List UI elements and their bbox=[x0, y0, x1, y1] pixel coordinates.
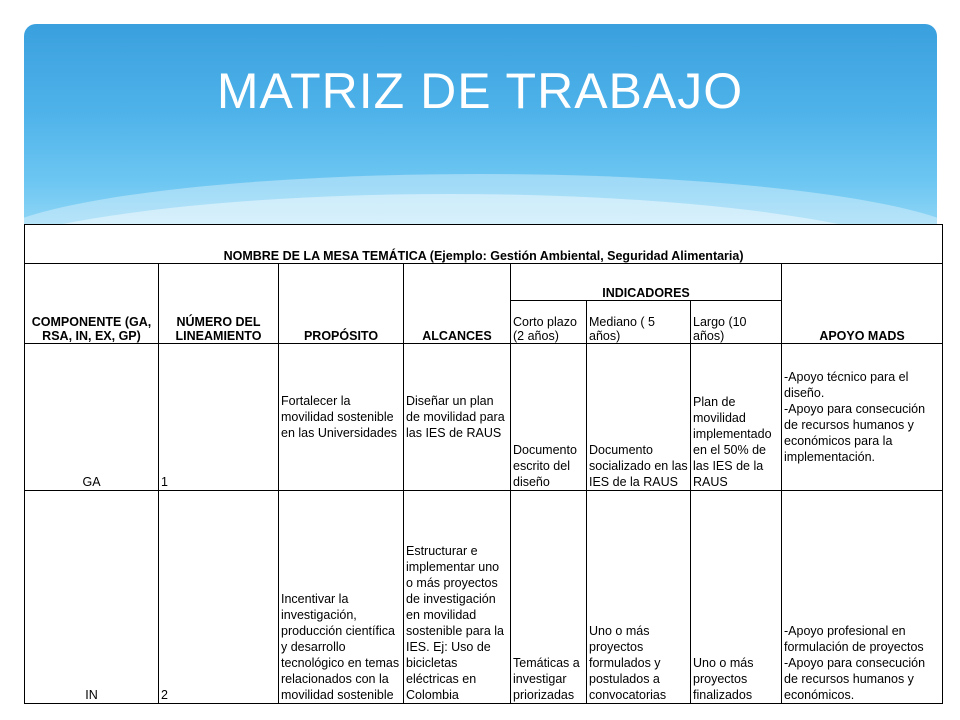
header-corto-plazo: Corto plazo (2 años) bbox=[511, 301, 587, 344]
header-indicadores: INDICADORES bbox=[511, 264, 782, 301]
cell-proposito: Fortalecer la movilidad sostenible en las Universidades bbox=[279, 344, 404, 491]
cell-alcances: Diseñar un plan de movilidad para las IES de RAUS bbox=[404, 344, 511, 491]
header-alcances: ALCANCES bbox=[404, 264, 511, 344]
header-numero: NÚMERO DEL LINEAMIENTO bbox=[159, 264, 279, 344]
cell-largo: Plan de movilidad implementado en el 50% de las IES de la RAUS bbox=[691, 344, 782, 491]
header-row bbox=[25, 264, 943, 301]
cell-largo: Uno o más proyectos finalizados bbox=[691, 491, 782, 704]
cell-componente: IN bbox=[25, 491, 159, 704]
title-banner bbox=[24, 24, 937, 224]
work-matrix-table bbox=[24, 224, 943, 704]
table-row bbox=[25, 344, 943, 491]
header-componente: COMPONENTE (GA, RSA, IN, EX, GP) bbox=[25, 264, 159, 344]
header-mediano-plazo: Mediano ( 5 años) bbox=[587, 301, 691, 344]
cell-mediano: Documento socializado en las IES de la RAUS bbox=[587, 344, 691, 491]
header-largo-plazo: Largo (10 años) bbox=[691, 301, 782, 344]
header-apoyo: APOYO MADS bbox=[782, 264, 943, 344]
cell-numero: 1 bbox=[159, 344, 279, 491]
cell-proposito: Incentivar la investigación, producción científica y desarrollo tecnológico en temas relacionados con la movilidad sostenible bbox=[279, 491, 404, 704]
cell-corto: Documento escrito del diseño bbox=[511, 344, 587, 491]
cell-apoyo: -Apoyo profesional en formulación de proyectos -Apoyo para consecución de recursos humanos y económicos. bbox=[782, 491, 943, 704]
header-proposito: PROPÓSITO bbox=[279, 264, 404, 344]
table-title-row bbox=[25, 225, 943, 264]
cell-numero: 2 bbox=[159, 491, 279, 704]
cell-apoyo: -Apoyo técnico para el diseño. -Apoyo para consecución de recursos humanos y económicos para la implementación. bbox=[782, 344, 943, 491]
cell-alcances: Estructurar e implementar uno o más proyectos de investigación en movilidad sostenible para la IES. Ej: Uso de bicicletas eléctricas en Colombia bbox=[404, 491, 511, 704]
slide-title: MATRIZ DE TRABAJO bbox=[216, 63, 744, 119]
table-row bbox=[25, 491, 943, 704]
cell-corto: Temáticas a investigar priorizadas bbox=[511, 491, 587, 704]
cell-mediano: Uno o más proyectos formulados y postulados a convocatorias bbox=[587, 491, 691, 704]
cell-componente: GA bbox=[25, 344, 159, 491]
table-title: NOMBRE DE LA MESA TEMÁTICA (Ejemplo: Gestión Ambiental, Seguridad Alimentaria) bbox=[25, 225, 943, 264]
